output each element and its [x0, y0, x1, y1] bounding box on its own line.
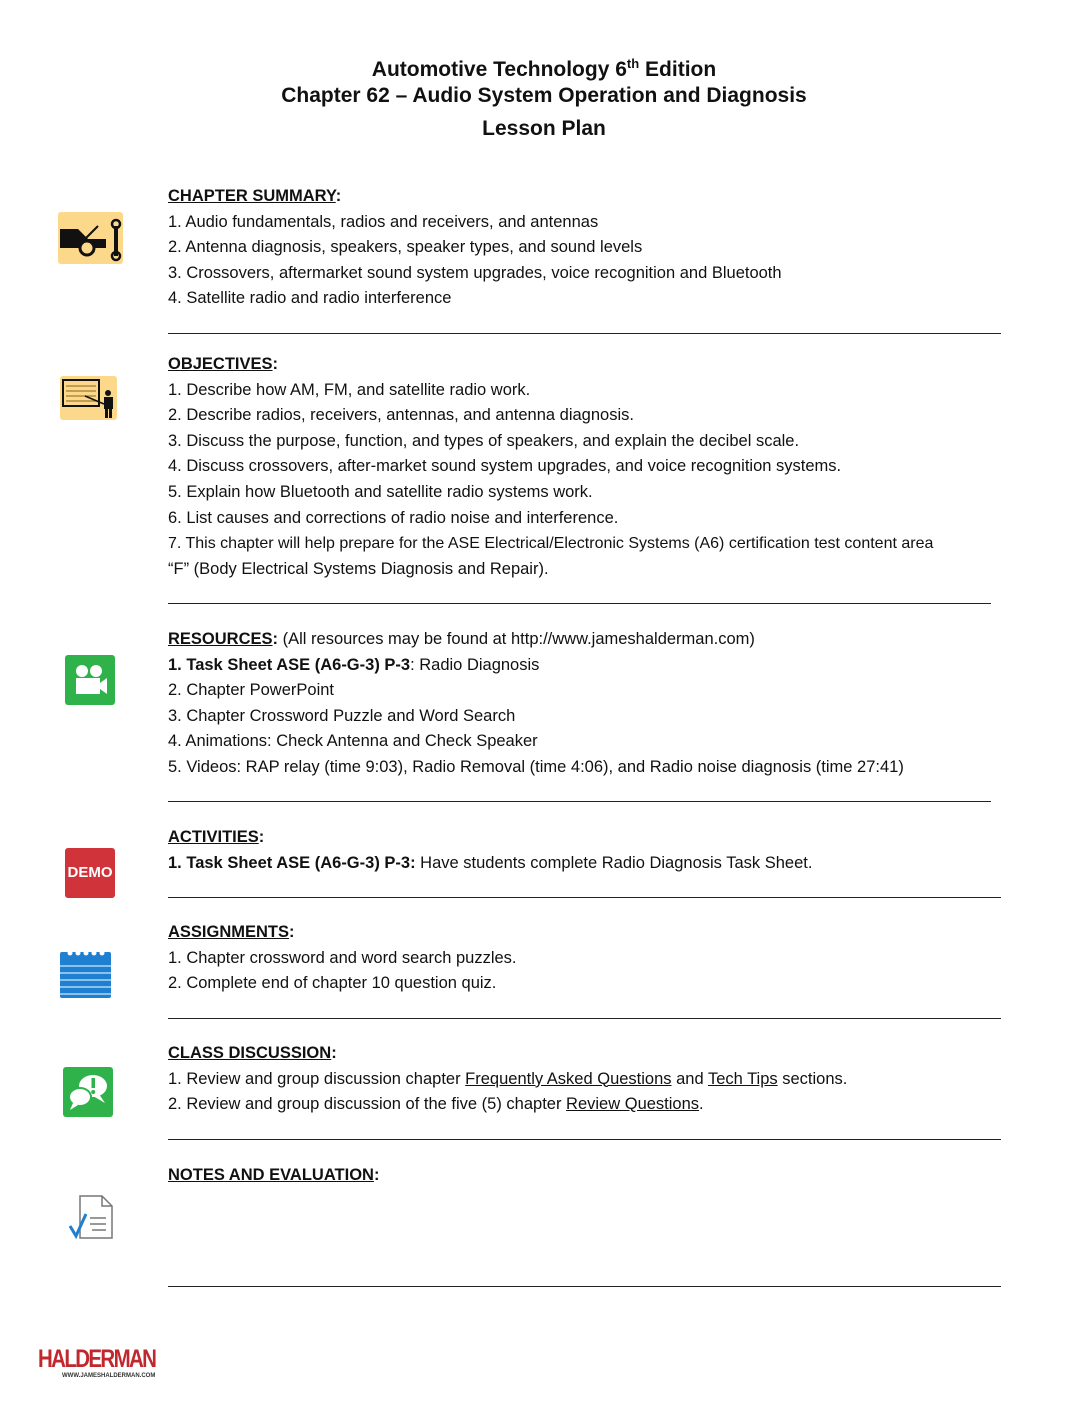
- objectives-section: [168, 352, 933, 582]
- video-camera-icon: [65, 655, 115, 705]
- list-item: 2. Describe radios, receivers, antennas, and antenna diagnosis.: [168, 406, 634, 425]
- notes-section: [168, 1163, 379, 1189]
- chapter-summary-section: [168, 184, 782, 312]
- title-line-3: Lesson Plan: [482, 117, 606, 140]
- divider: [168, 1018, 1001, 1019]
- activity-desc: Have students complete Radio Diagnosis Task Sheet.: [415, 853, 813, 872]
- colon: :: [335, 187, 342, 205]
- resources-note: (All resources may be found at http://www.jameshalderman.com): [278, 630, 755, 648]
- text: sections.: [777, 1069, 848, 1088]
- class-discussion-section: [168, 1041, 847, 1118]
- divider: [168, 1286, 1001, 1287]
- list-item: “F” (Body Electrical Systems Diagnosis and Repair).: [168, 559, 549, 578]
- notes-header: NOTES AND EVALUATION: [168, 1166, 374, 1184]
- assignments-section: [168, 920, 517, 997]
- objectives-header: OBJECTIVES: [168, 355, 273, 373]
- task-sheet-desc: : Radio Diagnosis: [410, 655, 540, 674]
- list-item: [168, 851, 812, 877]
- divider: [168, 801, 991, 802]
- list-item: 5. Videos: RAP relay (time 9:03), Radio Removal (time 4:06), and Radio noise diagnosis (time 27:41): [168, 757, 904, 776]
- title-line-1: Automotive Technology 6th Edition: [371, 56, 717, 81]
- resources-header: RESOURCES: [168, 630, 273, 648]
- divider: [168, 897, 1001, 898]
- logo-url: WWW.JAMESHALDERMAN.COM: [62, 1373, 156, 1379]
- task-sheet-label: 1. Task Sheet ASE (A6-G-3) P-3: [168, 655, 411, 674]
- list-item: [168, 653, 904, 679]
- colon: :: [331, 1044, 337, 1062]
- colon: :: [272, 630, 279, 648]
- list-item: 2. Chapter PowerPoint: [168, 681, 335, 700]
- tech-tips-link[interactable]: Tech Tips: [707, 1069, 778, 1088]
- text: 1. Review and group discussion chapter: [168, 1069, 466, 1088]
- car-repair-icon: [58, 212, 123, 264]
- list-item: 3. Crossovers, aftermarket sound system upgrades, voice recognition and Bluetooth: [168, 263, 782, 282]
- colon: :: [272, 355, 279, 373]
- presentation-icon: [60, 376, 117, 420]
- list-item: [168, 1067, 847, 1093]
- text: and: [671, 1069, 708, 1088]
- list-item: 4. Discuss crossovers, after-market sound system upgrades, and voice recognition systems.: [168, 457, 842, 476]
- notepad-icon: [60, 948, 111, 998]
- divider: [168, 603, 991, 604]
- assignments-header: ASSIGNMENTS: [168, 923, 290, 941]
- list-item: 4. Animations: Check Antenna and Check Speaker: [168, 732, 538, 751]
- list-item: 1. Chapter crossword and word search puzzles.: [168, 948, 517, 967]
- activities-header: ACTIVITIES: [168, 828, 259, 846]
- resources-section: [168, 627, 904, 781]
- logo-name: HALDERMAN: [38, 1345, 156, 1373]
- list-item: 5. Explain how Bluetooth and satellite radio systems work.: [168, 482, 593, 501]
- halderman-logo: [38, 1345, 156, 1380]
- colon: :: [289, 923, 295, 941]
- text: .: [699, 1095, 704, 1114]
- list-item: 7. This chapter will help prepare for the ASE Electrical/Electronic Systems (A6) certification test content area: [168, 535, 934, 553]
- title-line-2: Chapter 62 – Audio System Operation and Diagnosis: [281, 84, 807, 107]
- list-item: 2. Complete end of chapter 10 question quiz.: [168, 974, 497, 993]
- divider: [168, 1139, 1001, 1140]
- list-item: 1. Audio fundamentals, radios and receivers, and antennas: [168, 212, 599, 231]
- faq-link[interactable]: Frequently Asked Questions: [465, 1069, 672, 1088]
- activities-section: [168, 825, 812, 876]
- list-item: 3. Discuss the purpose, function, and types of speakers, and explain the decibel scale.: [168, 431, 800, 450]
- chapter-summary-header: CHAPTER SUMMARY: [168, 187, 336, 205]
- list-item: [168, 1092, 847, 1118]
- colon: :: [258, 828, 265, 846]
- list-item: 6. List causes and corrections of radio noise and interference.: [168, 508, 619, 527]
- divider: [168, 333, 1001, 334]
- discussion-icon: [63, 1067, 113, 1117]
- checklist-document-icon: [68, 1194, 114, 1240]
- list-item: 1. Describe how AM, FM, and satellite radio work.: [168, 380, 531, 399]
- demo-icon: DEMO: [65, 848, 115, 898]
- task-sheet-label: 1. Task Sheet ASE (A6-G-3) P-3:: [168, 853, 416, 872]
- colon: :: [373, 1166, 380, 1184]
- review-questions-link[interactable]: Review Questions: [566, 1095, 700, 1114]
- list-item: 4. Satellite radio and radio interference: [168, 289, 452, 308]
- class-discussion-header: CLASS DISCUSSION: [168, 1044, 332, 1062]
- text: 2. Review and group discussion of the five (5) chapter: [168, 1095, 567, 1114]
- list-item: 2. Antenna diagnosis, speakers, speaker types, and sound levels: [168, 238, 643, 257]
- list-item: 3. Chapter Crossword Puzzle and Word Search: [168, 706, 516, 725]
